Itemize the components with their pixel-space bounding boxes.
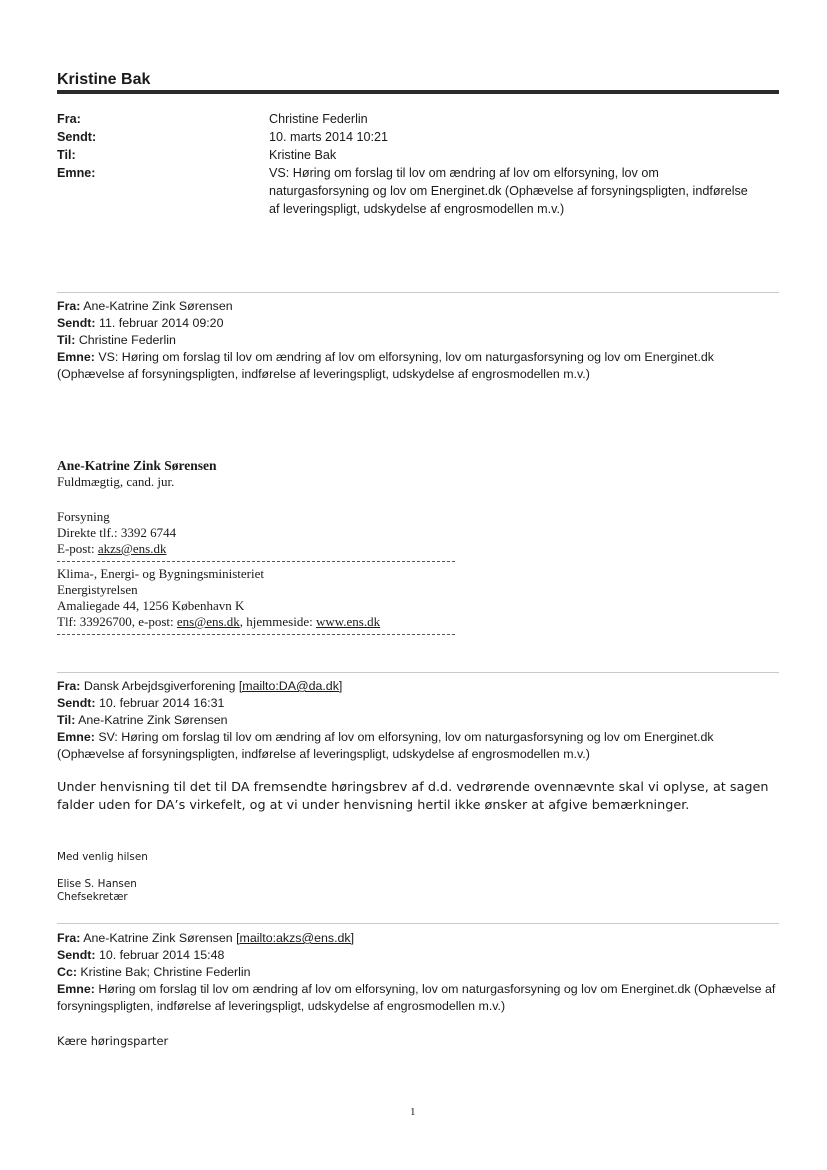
signature-contact-email-link[interactable]: ens@ens.dk	[176, 614, 240, 629]
signature-unit: Forsyning	[57, 509, 110, 524]
email3-from-label: Fra:	[57, 931, 81, 945]
email1-sent: 11. februar 2014 09:20	[99, 316, 224, 330]
from-label: Fra:	[57, 112, 81, 126]
signature-dash-top	[57, 561, 455, 562]
email3-cc: Kristine Bak; Christine Federlin	[80, 965, 251, 979]
sent-label: Sendt:	[57, 130, 97, 144]
separator-2	[57, 672, 779, 673]
separator-3	[57, 923, 779, 924]
signature-title: Fuldmægtig, cand. jur.	[57, 474, 175, 489]
email1-sent-label: Sendt:	[57, 316, 96, 330]
email3-cc-label: Cc:	[57, 965, 77, 979]
email2-sent: 10. februar 2014 16:31	[99, 696, 225, 710]
signature-phone-label: Direkte tlf.:	[57, 525, 118, 540]
email3-from: Ane-Katrine Zink Sørensen	[83, 931, 233, 945]
email1-to: Christine Federlin	[78, 333, 176, 347]
email2-greeting: Med venlig hilsen	[57, 851, 148, 863]
email2-to: Ane-Katrine Zink Sørensen	[78, 713, 228, 727]
subject-value: VS: Høring om forslag til lov om ændring af lov om elforsyning, lov om naturgasforsyning og lov om Energinet.dk (Ophævelse af forsyningspligten, indførelse af leveringspligt, udskydelse af engrosmodellen m.v.)	[269, 166, 748, 216]
email2-body: Under henvisning til det til DA fremsendte høringsbrev af d.d. vedrørende ovennævnte skal vi oplyse, at sagen falder uden for DA’s virkefelt, og at vi under henvisning hertil ikke ønsker at afgive bemærkninger.	[57, 780, 769, 813]
subject-label: Emne:	[57, 166, 96, 180]
signature-name: Ane-Katrine Zink Sørensen	[57, 458, 217, 473]
email2-subject: SV: Høring om forslag til lov om ændring af lov om elforsyning, lov om naturgasforsyning og lov om Energinet.dk (Ophævelse af forsyningspligten, indførelse af leveringspligt, udskydelse af engrosmodellen m.v.)	[57, 730, 714, 761]
email1-from: Ane-Katrine Zink Sørensen	[83, 299, 233, 313]
header-rule	[57, 90, 779, 94]
to-value: Kristine Bak	[269, 148, 337, 162]
email2-signer-title: Chefsekretær	[57, 891, 128, 903]
email2-sent-label: Sendt:	[57, 696, 96, 710]
forwarded-email-1	[57, 298, 737, 383]
forwarded-email-3	[57, 930, 777, 1015]
email2-mailto-link[interactable]: [mailto:DA@da.dk]	[238, 679, 343, 693]
signature-web-link[interactable]: www.ens.dk	[315, 614, 381, 629]
email2-closing	[57, 851, 457, 904]
from-value: Christine Federlin	[269, 112, 368, 126]
signature-web-label: , hjemmeside:	[239, 614, 313, 629]
email2-signer: Elise S. Hansen	[57, 878, 137, 890]
forwarded-email-2	[57, 678, 737, 763]
email1-from-label: Fra:	[57, 299, 81, 313]
email3-subject-label: Emne:	[57, 982, 95, 996]
email3-subject: Høring om forslag til lov om ændring af lov om elforsyning, lov om naturgasforsyning og lov om Energinet.dk (Ophævelse af forsyningspligten, indførelse af leveringspligt, udskydelse af engrosmodellen m.v.)	[57, 982, 776, 1013]
email3-salutation: Kære høringsparter	[57, 1034, 169, 1048]
page-number: 1	[410, 1106, 416, 1118]
signature-block	[57, 458, 477, 635]
email1-subject: VS: Høring om forslag til lov om ændring af lov om elforsyning, lov om naturgasforsyning og lov om Energinet.dk (Ophævelse af forsyningspligten, indførelse af leveringspligt, udskydelse af engrosmodellen m.v.)	[57, 350, 715, 381]
email3-sent-label: Sendt:	[57, 948, 96, 962]
separator-1	[57, 292, 779, 293]
email3-mailto-link[interactable]: [mailto:akzs@ens.dk]	[236, 931, 355, 945]
email2-from-label: Fra:	[57, 679, 81, 693]
signature-ministry: Klima-, Energi- og Bygningsministeriet	[57, 566, 265, 581]
email2-to-label: Til:	[57, 713, 76, 727]
email2-from: Dansk Arbejdsgiverforening	[83, 679, 236, 693]
signature-dash-bottom	[57, 634, 455, 635]
signature-agency: Energistyrelsen	[57, 582, 138, 597]
signature-phone: 3392 6744	[120, 525, 177, 540]
signature-email-link[interactable]: akzs@ens.dk	[97, 541, 167, 556]
sent-value: 10. marts 2014 10:21	[269, 130, 389, 144]
email3-sent: 10. februar 2014 15:48	[99, 948, 225, 962]
to-label: Til:	[57, 148, 76, 162]
signature-address: Amaliegade 44, 1256 København K	[57, 598, 245, 613]
signature-email-label: E-post:	[57, 541, 95, 556]
signature-contact-prefix: Tlf: 33926700, e-post:	[57, 614, 174, 629]
email1-to-label: Til:	[57, 333, 76, 347]
message-header	[0, 110, 827, 230]
email1-subject-label: Emne:	[57, 350, 95, 364]
email2-subject-label: Emne:	[57, 730, 95, 744]
mailbox-owner: Kristine Bak	[57, 71, 151, 88]
